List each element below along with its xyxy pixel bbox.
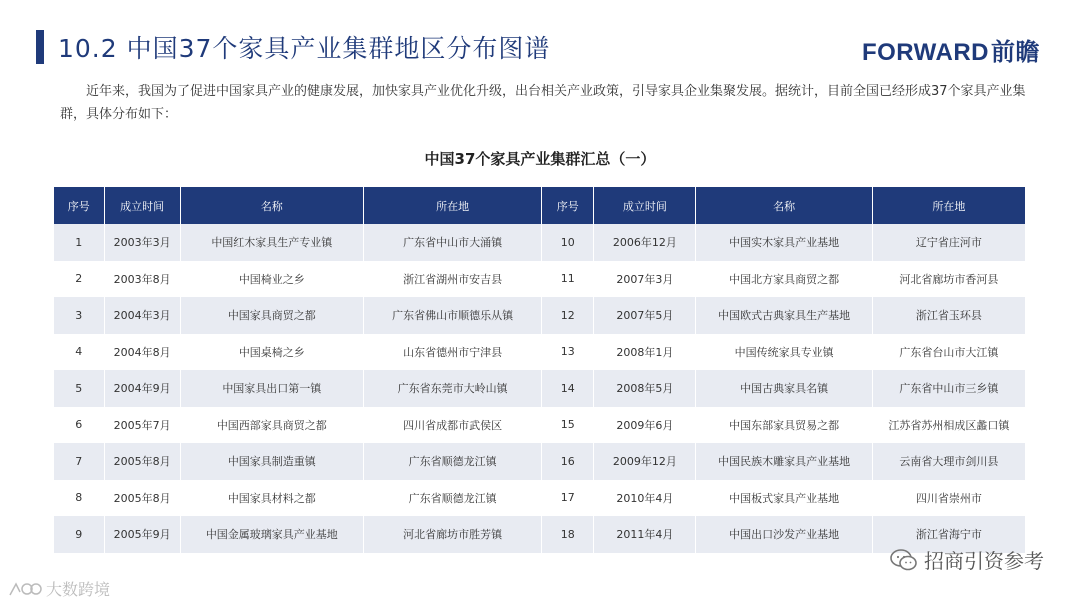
- table-row: [54, 443, 1026, 480]
- table-cell: 中国金属玻璃家具产业基地: [180, 516, 363, 553]
- table-cell: 浙江省湖州市安吉县: [363, 261, 541, 298]
- header-cell: 名称: [180, 187, 363, 224]
- table-cell: 中国椅业之乡: [180, 261, 363, 298]
- table-cell: 中国家具制造重镇: [180, 443, 363, 480]
- table-cell: 山东省德州市宁津县: [363, 334, 541, 371]
- cluster-table: [54, 187, 1026, 553]
- table-cell: 中国欧式古典家具生产基地: [696, 297, 872, 334]
- table-cell: 中国桌椅之乡: [180, 334, 363, 371]
- table-cell: 广东省顺德龙江镇: [363, 480, 541, 517]
- intro-paragraph: 近年来，我国为了促进中国家具产业的健康发展，加快家具产业优化升级，出台相关产业政策，引导家具企业集聚发展。据统计，目前全国已经形成37个家具产业集群，具体分布如下：: [60, 84, 1026, 122]
- table-cell: 云南省大理市剑川县: [872, 443, 1025, 480]
- wechat-icon: [890, 549, 918, 571]
- table-row: [54, 516, 1026, 553]
- table-row: [54, 224, 1026, 261]
- table-cell: 2004年3月: [104, 297, 180, 334]
- table-cell: 中国东部家具贸易之都: [696, 407, 872, 444]
- table-cell: 广东省中山市大涌镇: [363, 224, 541, 261]
- table-cell: 浙江省玉环县: [872, 297, 1025, 334]
- table-cell: 2004年9月: [104, 370, 180, 407]
- table-cell: 2009年6月: [594, 407, 696, 444]
- header-cell: 名称: [696, 187, 872, 224]
- table-cell: 中国古典家具名镇: [696, 370, 872, 407]
- table-row: [54, 297, 1026, 334]
- page-title: 10.2 中国37个家具产业集群地区分布图谱: [58, 34, 551, 63]
- table-cell: 2004年8月: [104, 334, 180, 371]
- table-row: [54, 334, 1026, 371]
- table-cell: 4: [54, 334, 104, 371]
- table-cell: 17: [542, 480, 594, 517]
- watermark-logo-icon: [8, 580, 42, 598]
- table-title: 中国37个家具产业集群汇总（一）: [424, 150, 656, 168]
- table-cell: 四川省崇州市: [872, 480, 1025, 517]
- table-cell: 2003年8月: [104, 261, 180, 298]
- table-header-row: [54, 187, 1026, 224]
- title-accent-bar: [36, 30, 44, 64]
- table-cell: 中国实木家具产业基地: [696, 224, 872, 261]
- table-cell: 广东省台山市大江镇: [872, 334, 1025, 371]
- table-cell: 12: [542, 297, 594, 334]
- table-cell: 广东省顺德龙江镇: [363, 443, 541, 480]
- table-cell: 2: [54, 261, 104, 298]
- table-row: [54, 261, 1026, 298]
- table-cell: 中国家具商贸之都: [180, 297, 363, 334]
- table-cell: 2003年3月: [104, 224, 180, 261]
- table-cell: 广东省东莞市大岭山镇: [363, 370, 541, 407]
- wechat-label: 招商引资参考: [924, 549, 1044, 573]
- table-cell: 15: [542, 407, 594, 444]
- table-cell: 5: [54, 370, 104, 407]
- table-cell: 8: [54, 480, 104, 517]
- logo-cn: 前瞻: [991, 39, 1040, 66]
- table-cell: 14: [542, 370, 594, 407]
- watermark-text: 大数跨境: [46, 580, 111, 599]
- table-cell: 中国北方家具商贸之都: [696, 261, 872, 298]
- table-cell: 四川省成都市武侯区: [363, 407, 541, 444]
- table-cell: 2007年5月: [594, 297, 696, 334]
- table-cell: 2005年9月: [104, 516, 180, 553]
- table-cell: 2009年12月: [594, 443, 696, 480]
- table-cell: 10: [542, 224, 594, 261]
- header-cell: 成立时间: [594, 187, 696, 224]
- table-row: [54, 407, 1026, 444]
- header-cell: 序号: [54, 187, 104, 224]
- table-cell: 2005年8月: [104, 443, 180, 480]
- table-cell: 中国板式家具产业基地: [696, 480, 872, 517]
- table-cell: 18: [542, 516, 594, 553]
- header-cell: 所在地: [363, 187, 541, 224]
- table-cell: 2008年1月: [594, 334, 696, 371]
- table-cell: 中国传统家具专业镇: [696, 334, 872, 371]
- table-cell: 2005年8月: [104, 480, 180, 517]
- table-cell: 河北省廊坊市香河县: [872, 261, 1025, 298]
- header-cell: 所在地: [872, 187, 1025, 224]
- table-cell: 13: [542, 334, 594, 371]
- table-cell: 中国家具材料之都: [180, 480, 363, 517]
- table-cell: 9: [54, 516, 104, 553]
- forward-logo: [862, 32, 1040, 67]
- table-cell: 中国西部家具商贸之都: [180, 407, 363, 444]
- header-cell: 成立时间: [104, 187, 180, 224]
- table-cell: 2005年7月: [104, 407, 180, 444]
- table-cell: 辽宁省庄河市: [872, 224, 1025, 261]
- table-cell: 6: [54, 407, 104, 444]
- table-cell: 2007年3月: [594, 261, 696, 298]
- table-cell: 中国红木家具生产专业镇: [180, 224, 363, 261]
- table-cell: 1: [54, 224, 104, 261]
- table-cell: 中国家具出口第一镇: [180, 370, 363, 407]
- table-row: [54, 370, 1026, 407]
- table-row: [54, 480, 1026, 517]
- table-cell: 11: [542, 261, 594, 298]
- bottom-watermark: [8, 577, 110, 600]
- table-cell: 广东省中山市三乡镇: [872, 370, 1025, 407]
- header-cell: 序号: [542, 187, 594, 224]
- table-cell: 中国出口沙发产业基地: [696, 516, 872, 553]
- table-cell: 江苏省苏州相成区蠡口镇: [872, 407, 1025, 444]
- table-cell: 2008年5月: [594, 370, 696, 407]
- table-cell: 7: [54, 443, 104, 480]
- table-cell: 2006年12月: [594, 224, 696, 261]
- wechat-account: [890, 545, 1044, 574]
- table-cell: 中国民族木雕家具产业基地: [696, 443, 872, 480]
- table-cell: 河北省廊坊市胜芳镇: [363, 516, 541, 553]
- table-cell: 3: [54, 297, 104, 334]
- table-cell: 浙江省海宁市: [872, 516, 1025, 553]
- table-cell: 2011年4月: [594, 516, 696, 553]
- table-cell: 2010年4月: [594, 480, 696, 517]
- logo-latin: FORWARD: [861, 39, 989, 66]
- table-cell: 广东省佛山市顺德乐从镇: [363, 297, 541, 334]
- table-cell: 16: [542, 443, 594, 480]
